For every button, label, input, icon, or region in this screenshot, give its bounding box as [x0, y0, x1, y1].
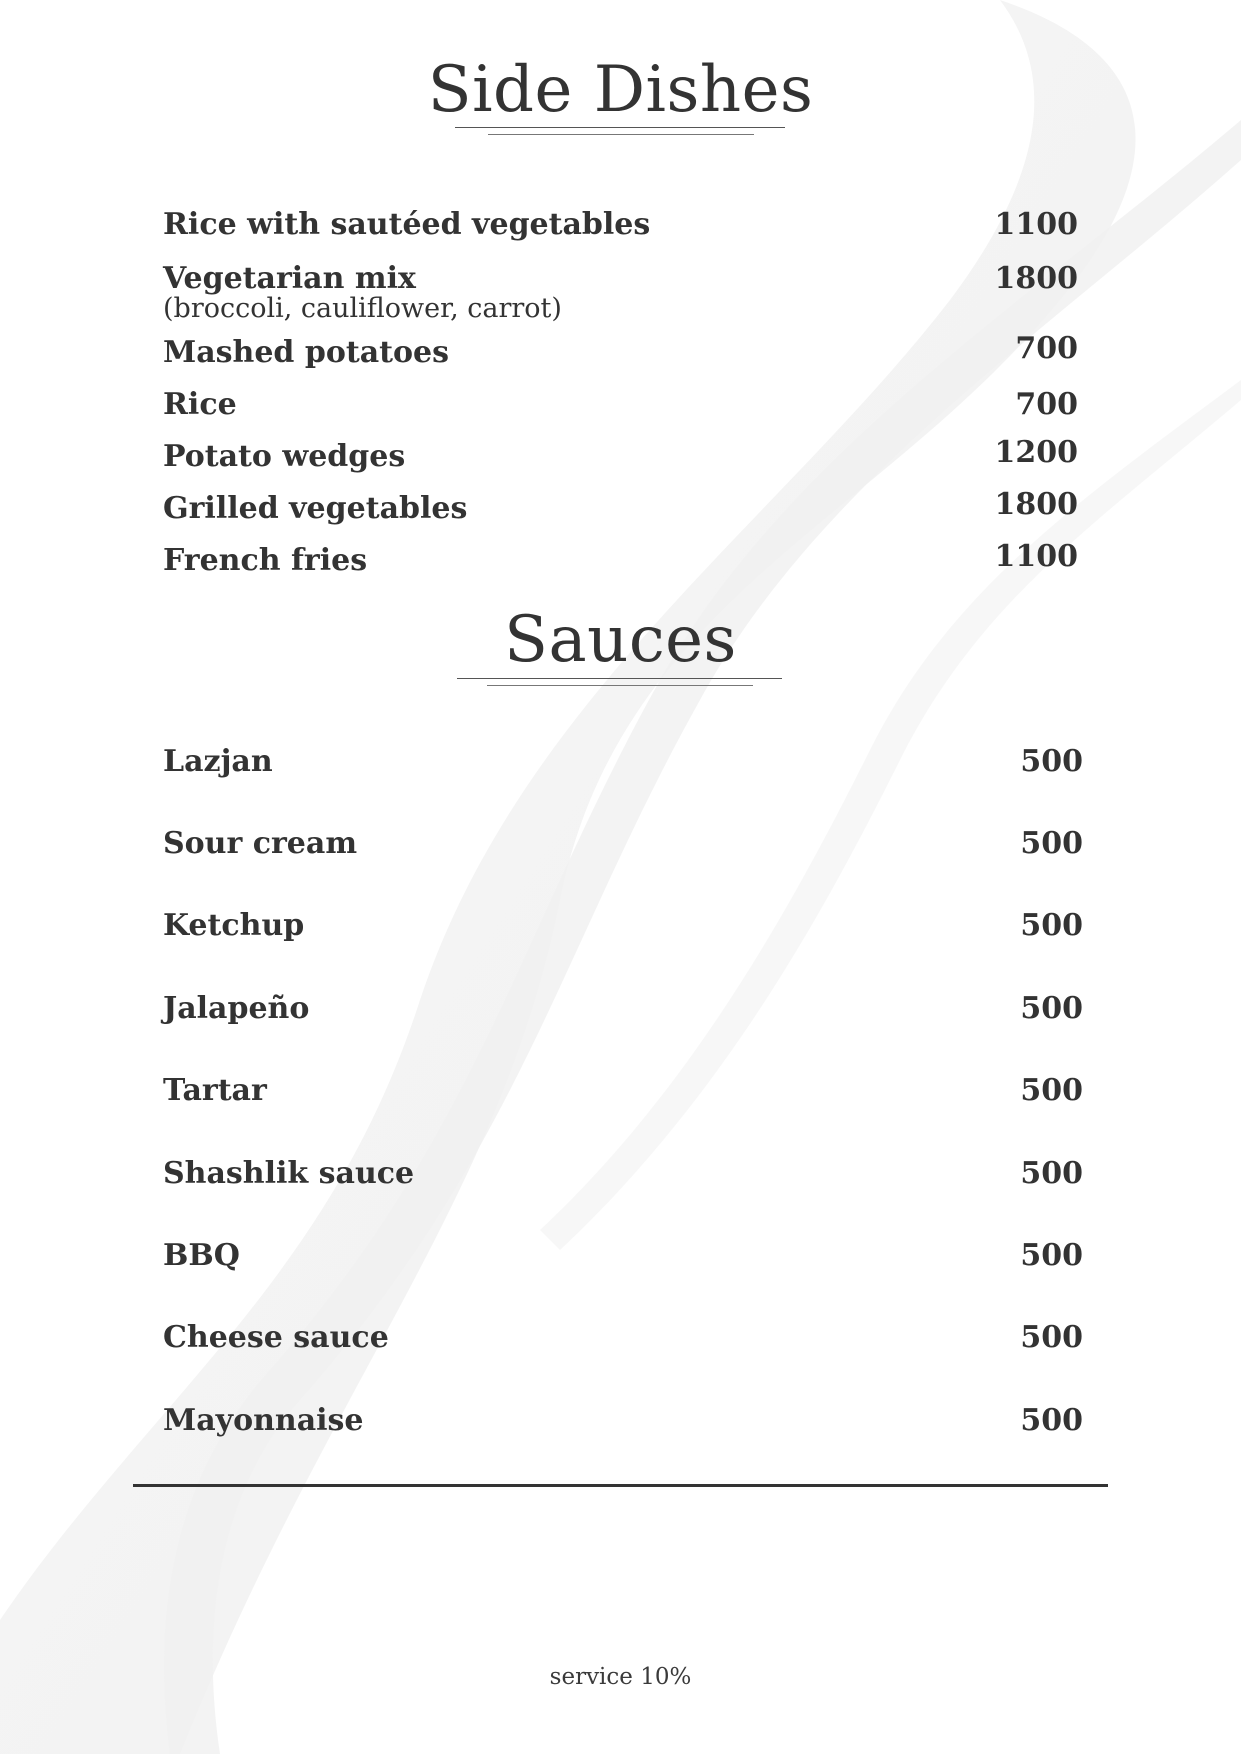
item-name: Mashed potatoes	[163, 335, 449, 370]
item-name: Grilled vegetables	[163, 491, 468, 526]
item-price: 1100	[994, 539, 1078, 574]
item-name: Lazjan	[163, 744, 273, 779]
item-name: Rice with sautéed vegetables	[163, 207, 651, 242]
side-dishes-title: Side Dishes	[427, 53, 814, 127]
side-dish-item	[163, 262, 1078, 322]
item-price: 500	[1020, 908, 1083, 943]
item-name: Tartar	[163, 1073, 267, 1108]
sauce-item	[163, 1156, 1083, 1191]
side-dish-item	[163, 208, 1078, 242]
item-name: Ketchup	[163, 908, 305, 943]
sauce-item	[163, 1238, 1083, 1273]
side-dishes-title-underline-inner	[488, 134, 754, 135]
item-name: BBQ	[163, 1238, 240, 1273]
item-price: 1100	[994, 207, 1078, 242]
side-dish-item	[163, 331, 1078, 370]
item-name: Cheese sauce	[163, 1320, 389, 1355]
item-name: Sour cream	[163, 826, 358, 861]
item-price: 500	[1020, 1320, 1083, 1355]
sauce-item	[163, 1403, 1083, 1438]
side-dish-item	[163, 388, 1078, 422]
item-name: French fries	[163, 543, 368, 578]
item-price: 1800	[994, 487, 1078, 522]
item-price: 500	[1020, 744, 1083, 779]
sauces-title-underline-inner	[487, 685, 753, 686]
sauce-item	[163, 1320, 1083, 1355]
item-price: 500	[1020, 1403, 1083, 1438]
sauce-item	[163, 991, 1083, 1026]
item-name: Vegetarian mix	[163, 261, 416, 296]
item-price: 500	[1020, 1156, 1083, 1191]
service-charge-note: service 10%	[549, 1664, 692, 1690]
item-name: Potato wedges	[163, 439, 406, 474]
sauces-title-underline	[457, 678, 782, 679]
side-dish-item	[163, 435, 1078, 474]
item-name: Mayonnaise	[163, 1403, 364, 1438]
bottom-divider	[133, 1484, 1108, 1487]
item-price: 500	[1020, 826, 1083, 861]
sauce-item	[163, 1073, 1083, 1108]
item-name: Jalapeño	[163, 991, 310, 1026]
side-dish-item	[163, 539, 1078, 578]
item-name: Shashlik sauce	[163, 1156, 415, 1191]
item-price: 700	[1015, 331, 1078, 366]
side-dish-item	[163, 487, 1078, 526]
sauce-item	[163, 826, 1083, 861]
sauces-title: Sauces	[504, 603, 737, 677]
item-price: 500	[1020, 1073, 1083, 1108]
item-price: 1800	[994, 261, 1078, 296]
item-name: Rice	[163, 387, 237, 422]
side-dishes-title-underline	[455, 127, 785, 128]
item-note: (broccoli, cauliflower, carrot)	[163, 293, 562, 324]
sauce-item	[163, 908, 1083, 943]
item-price: 1200	[994, 435, 1078, 470]
item-price: 700	[1015, 387, 1078, 422]
item-price: 500	[1020, 991, 1083, 1026]
item-price: 500	[1020, 1238, 1083, 1273]
sauce-item	[163, 744, 1083, 779]
